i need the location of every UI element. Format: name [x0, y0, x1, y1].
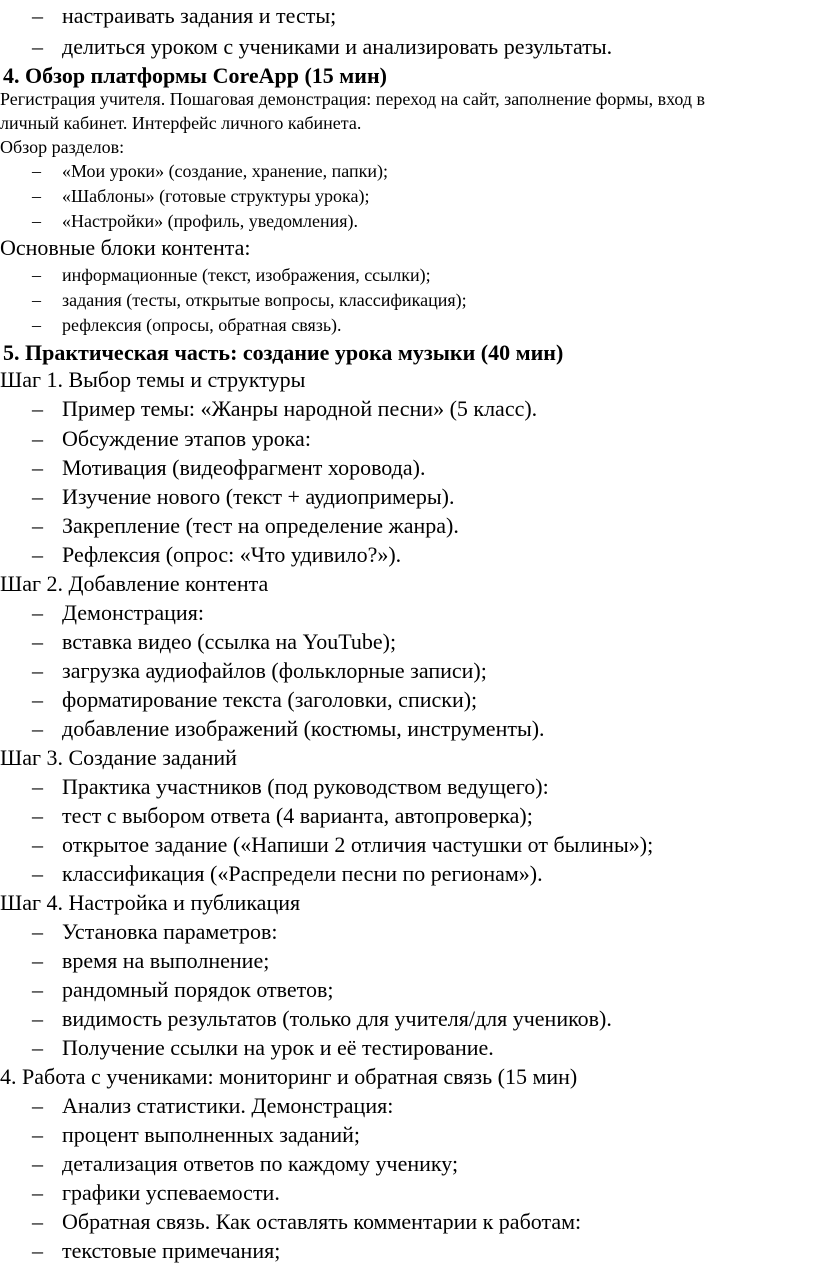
bullet-dash: – — [32, 658, 43, 683]
bullet-dash: – — [32, 3, 43, 28]
bullet-dash: – — [32, 34, 43, 59]
list-item-text: Обсуждение этапов урока: — [62, 426, 311, 451]
list-item-text: делиться уроком с учениками и анализировать результаты. — [62, 34, 613, 59]
step-heading: Шаг 4. Настройка и публикация — [0, 890, 301, 915]
list-item-text: Обратная связь. Как оставлять комментарии к работам: — [62, 1209, 582, 1234]
bullet-dash: – — [32, 600, 43, 625]
list-item-text: добавление изображений (костюмы, инструменты). — [62, 716, 545, 741]
list-item-text: форматирование текста (заголовки, списки); — [62, 687, 478, 712]
bullet-dash: – — [32, 1035, 43, 1060]
list-item-text: Анализ статистики. Демонстрация: — [62, 1093, 394, 1118]
bullet-dash: – — [32, 455, 43, 480]
list-item-text: видимость результатов (только для учителя/для учеников). — [62, 1006, 612, 1031]
list-item-text: Получение ссылки на урок и её тестирование. — [62, 1035, 494, 1060]
list-item-text: информационные (текст, изображения, ссылки); — [62, 265, 431, 285]
list-item-text: задания (тесты, открытые вопросы, классификация); — [62, 290, 467, 310]
list-item-text: Пример темы: «Жанры народной песни» (5 класс). — [62, 396, 538, 421]
list-item-text: «Настройки» (профиль, уведомления). — [62, 211, 359, 231]
list-item-text: открытое задание («Напиши 2 отличия частушки от былины»); — [62, 832, 654, 857]
paragraph-line: личный кабинет. Интерфейс личного кабинета. — [0, 113, 362, 133]
list-item-text: Установка параметров: — [62, 919, 278, 944]
list-item-text: время на выполнение; — [62, 948, 270, 973]
bullet-dash: – — [32, 948, 43, 973]
bullet-dash: – — [32, 265, 41, 285]
bullet-dash: – — [32, 484, 43, 509]
bullet-dash: – — [32, 977, 43, 1002]
list-item-text: «Мои уроки» (создание, хранение, папки); — [62, 161, 388, 181]
list-item-text: тест с выбором ответа (4 варианта, автопроверка); — [62, 803, 533, 828]
list-item-text: Мотивация (видеофрагмент хоровода). — [62, 455, 426, 480]
section-heading-5: 5. Практическая часть: создание урока музыки (40 мин) — [3, 340, 564, 365]
bullet-dash: – — [32, 629, 43, 654]
list-item-text: рандомный порядок ответов; — [62, 977, 334, 1002]
list-item-text: классификация («Распредели песни по регионам»). — [62, 861, 543, 886]
bullet-dash: – — [32, 513, 43, 538]
bullet-dash: – — [32, 1122, 43, 1147]
list-item-text: Закрепление (тест на определение жанра). — [62, 513, 459, 538]
step-heading: Шаг 3. Создание заданий — [0, 745, 237, 770]
bullet-dash: – — [32, 1209, 43, 1234]
bullet-dash: – — [32, 1093, 43, 1118]
bullet-dash: – — [32, 919, 43, 944]
section-heading-4: 4. Обзор платформы CoreApp (15 мин) — [3, 63, 387, 88]
section-heading-work: 4. Работа с учениками: мониторинг и обратная связь (15 мин) — [0, 1064, 578, 1089]
paragraph-line: Обзор разделов: — [0, 137, 125, 157]
list-item-text: настраивать задания и тесты; — [62, 3, 337, 28]
list-item-text: вставка видео (ссылка на YouTube); — [62, 629, 397, 654]
list-item-text: Изучение нового (текст + аудиопримеры). — [62, 484, 455, 509]
bullet-dash: – — [32, 290, 41, 310]
bullet-dash: – — [32, 396, 43, 421]
bullet-dash: – — [32, 315, 41, 335]
bullet-dash: – — [32, 716, 43, 741]
bullet-dash: – — [32, 186, 41, 206]
bullet-dash: – — [32, 1151, 43, 1176]
list-item-text: Рефлексия (опрос: «Что удивило?»). — [62, 542, 402, 567]
list-item-text: графики успеваемости. — [62, 1180, 280, 1205]
bullet-dash: – — [32, 1006, 43, 1031]
list-item-text: процент выполненных заданий; — [62, 1122, 361, 1147]
bullet-dash: – — [32, 1180, 43, 1205]
bullet-dash: – — [32, 542, 43, 567]
step-heading: Шаг 2. Добавление контента — [0, 571, 269, 596]
step-heading: Шаг 1. Выбор темы и структуры — [0, 367, 306, 392]
list-item-text: текстовые примечания; — [62, 1238, 281, 1263]
list-item-text: Демонстрация: — [62, 600, 204, 625]
bullet-dash: – — [32, 832, 43, 857]
bullet-dash: – — [32, 161, 41, 181]
bullet-dash: – — [32, 861, 43, 886]
list-item-text: детализация ответов по каждому ученику; — [62, 1151, 459, 1176]
paragraph-line: Регистрация учителя. Пошаговая демонстрация: переход на сайт, заполнение формы, вход в — [0, 89, 706, 109]
bullet-dash: – — [32, 1238, 43, 1263]
bullet-dash: – — [32, 803, 43, 828]
paragraph-line: Основные блоки контента: — [0, 235, 251, 260]
bullet-dash: – — [32, 426, 43, 451]
list-item-text: «Шаблоны» (готовые структуры урока); — [62, 186, 370, 206]
bullet-dash: – — [32, 687, 43, 712]
bullet-dash: – — [32, 774, 43, 799]
list-item-text: загрузка аудиофайлов (фольклорные записи); — [62, 658, 487, 683]
list-item-text: рефлексия (опросы, обратная связь). — [62, 315, 342, 335]
list-item-text: Практика участников (под руководством ведущего): — [62, 774, 549, 799]
bullet-dash: – — [32, 211, 41, 231]
